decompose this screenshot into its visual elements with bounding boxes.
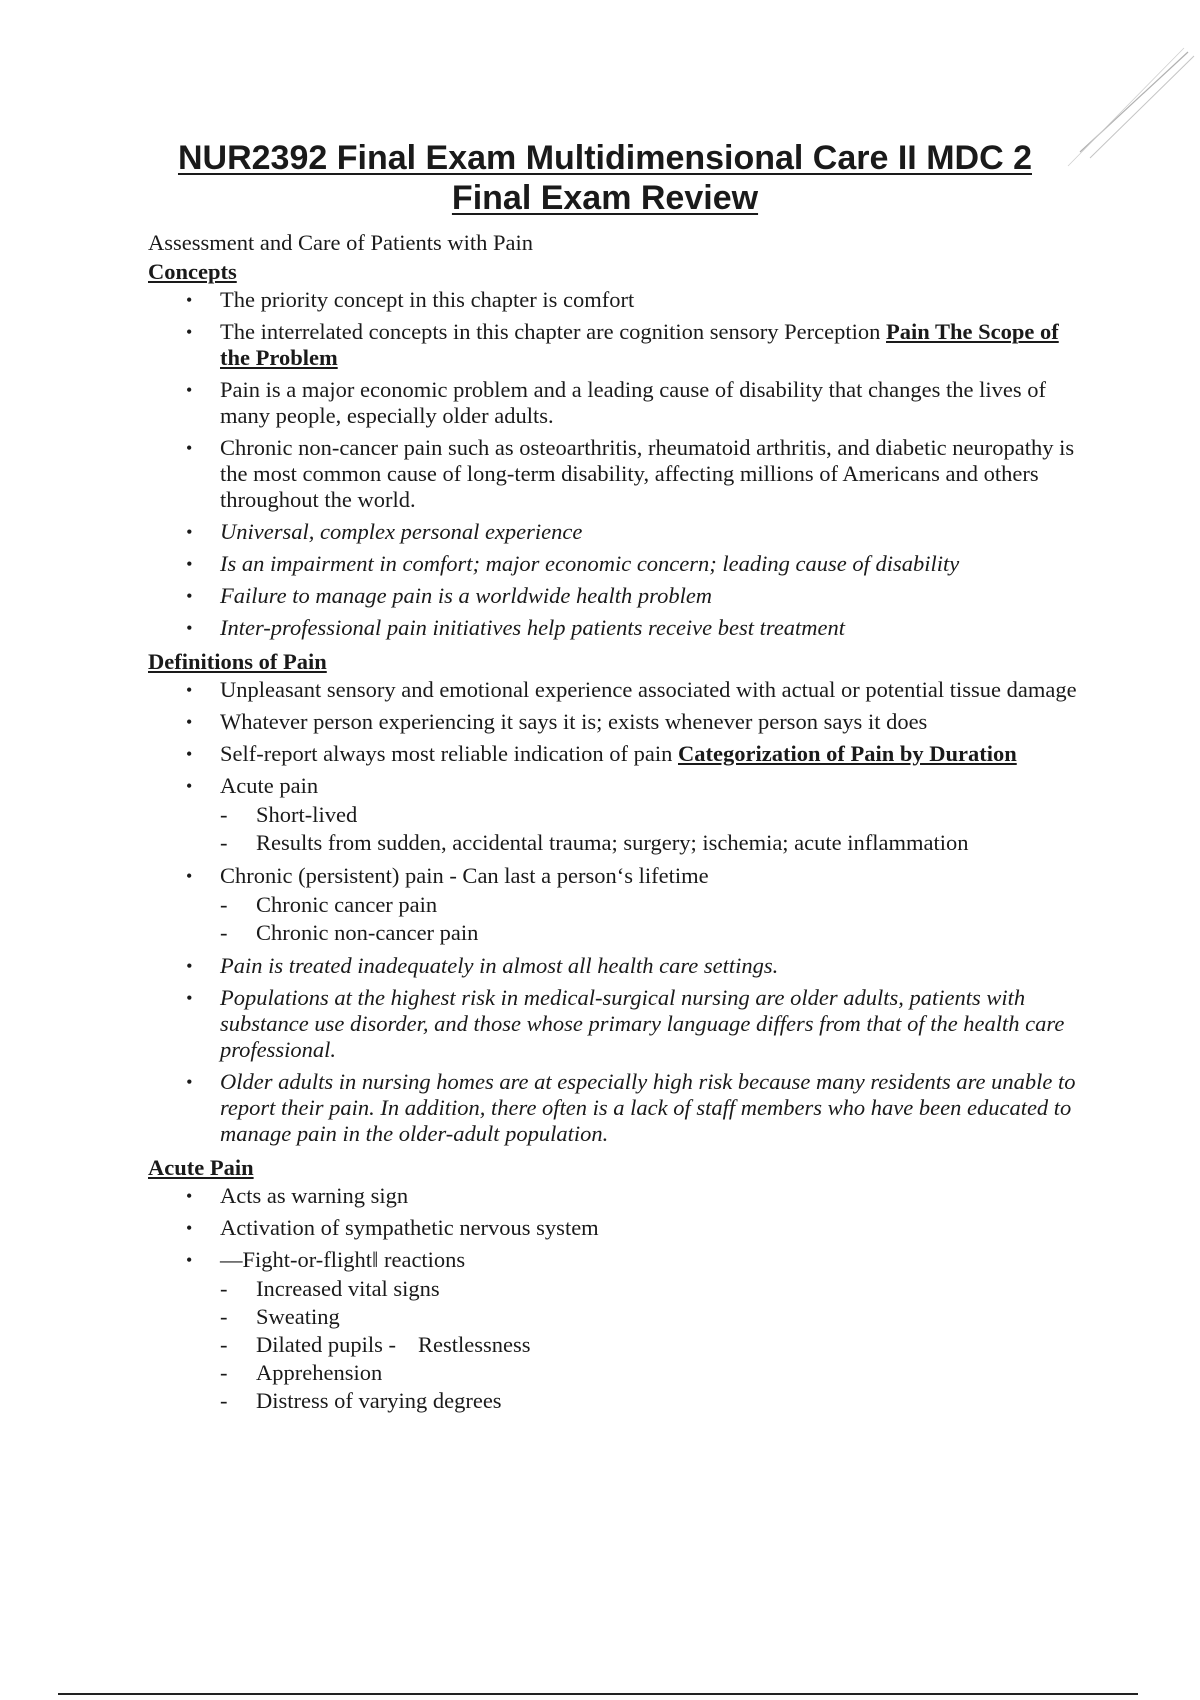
section-heading-definitions: Definitions of Pain [148, 649, 327, 674]
list-item: • Pain is treated inadequately in almost all health care settings. [148, 953, 1088, 979]
list-item: • Is an impairment in comfort; major economic concern; leading cause of disability [148, 551, 1088, 577]
definitions-list [148, 677, 1088, 1147]
list-item: • Activation of sympathetic nervous system [148, 1215, 1088, 1241]
inline-heading-scope: Pain The Scope of the Problem [220, 319, 1059, 370]
title-line-1: NUR2392 Final Exam Multidimensional Care II MDC 2 [177, 139, 1032, 177]
list-item: • Inter-professional pain initiatives help patients receive best treatment [148, 615, 1088, 641]
sub-list-item: - Distress of varying degrees [220, 1387, 1088, 1415]
list-item: • Self-report always most reliable indication of pain Categorization of Pain by Duration [148, 741, 1088, 767]
footer-divider [58, 1693, 1138, 1695]
list-item: • The interrelated concepts in this chapter are cognition sensory Perception Pain The Scope of the Problem [148, 319, 1088, 371]
sub-list-item: - Increased vital signs [220, 1275, 1088, 1303]
title-line-2: Final Exam Review [451, 179, 759, 217]
document-title [140, 138, 1070, 218]
list-item: • Populations at the highest risk in medical-surgical nursing are older adults, patients with substance use disorder, and those whose primary language differs from that of the health care professional. [148, 985, 1088, 1063]
concepts-list [148, 287, 1088, 641]
list-item: • Chronic non-cancer pain such as osteoarthritis, rheumatoid arthritis, and diabetic neuropathy is the most common cause of long-term disability, affecting millions of Americans and others throughout the world. [148, 435, 1088, 513]
list-item: • Pain is a major economic problem and a leading cause of disability that changes the lives of many people, especially older adults. [148, 377, 1088, 429]
section-heading-concepts: Concepts [148, 259, 237, 284]
list-item: • Chronic (persistent) pain - Can last a person‘s lifetime - Chronic cancer pain - Chronic non-cancer pain [148, 863, 1088, 947]
section-heading-acute-pain: Acute Pain [148, 1155, 254, 1180]
list-item: • The priority concept in this chapter is comfort [148, 287, 1088, 313]
list-item: • Acts as warning sign [148, 1183, 1088, 1209]
sub-list-item: - Dilated pupils - Restlessness [220, 1331, 1088, 1359]
inline-heading-categorization: Categorization of Pain by Duration [678, 741, 1017, 766]
list-item: • Older adults in nursing homes are at especially high risk because many residents are unable to report their pain. In addition, there often is a lack of staff members who have been educated to manage pain in the older-adult population. [148, 1069, 1088, 1147]
list-item: • Unpleasant sensory and emotional experience associated with actual or potential tissue damage [148, 677, 1088, 703]
intro-line: Assessment and Care of Patients with Pain [148, 230, 533, 255]
sub-list-item: - Chronic cancer pain [220, 891, 1088, 919]
chronic-pain-sublist [220, 891, 1088, 947]
list-item: • Failure to manage pain is a worldwide health problem [148, 583, 1088, 609]
sub-list-item: - Chronic non-cancer pain [220, 919, 1088, 947]
fight-or-flight-sublist [220, 1275, 1088, 1415]
list-item: • Acute pain - Short-lived - Results from sudden, accidental trauma; surgery; ischemia; acute inflammation [148, 773, 1088, 857]
acute-pain-list [148, 1183, 1088, 1415]
acute-pain-sublist [220, 801, 1088, 857]
list-item: • —Fight-or-flight‖ reactions - Increased vital signs - Sweating - Dilated pupils - Restlessness - Apprehension - Distress of varying degrees [148, 1247, 1088, 1415]
sub-list-item: - Sweating [220, 1303, 1088, 1331]
sub-list-item: - Results from sudden, accidental trauma; surgery; ischemia; acute inflammation [220, 829, 1088, 857]
page-corner-curl [1060, 40, 1200, 180]
sub-list-item-inline: Restlessness [417, 1332, 531, 1357]
sub-list-item: - Short-lived [220, 801, 1088, 829]
document-body [148, 228, 1088, 1421]
list-item: • Whatever person experiencing it says it is; exists whenever person says it does [148, 709, 1088, 735]
list-item: • Universal, complex personal experience [148, 519, 1088, 545]
sub-list-item: - Apprehension [220, 1359, 1088, 1387]
